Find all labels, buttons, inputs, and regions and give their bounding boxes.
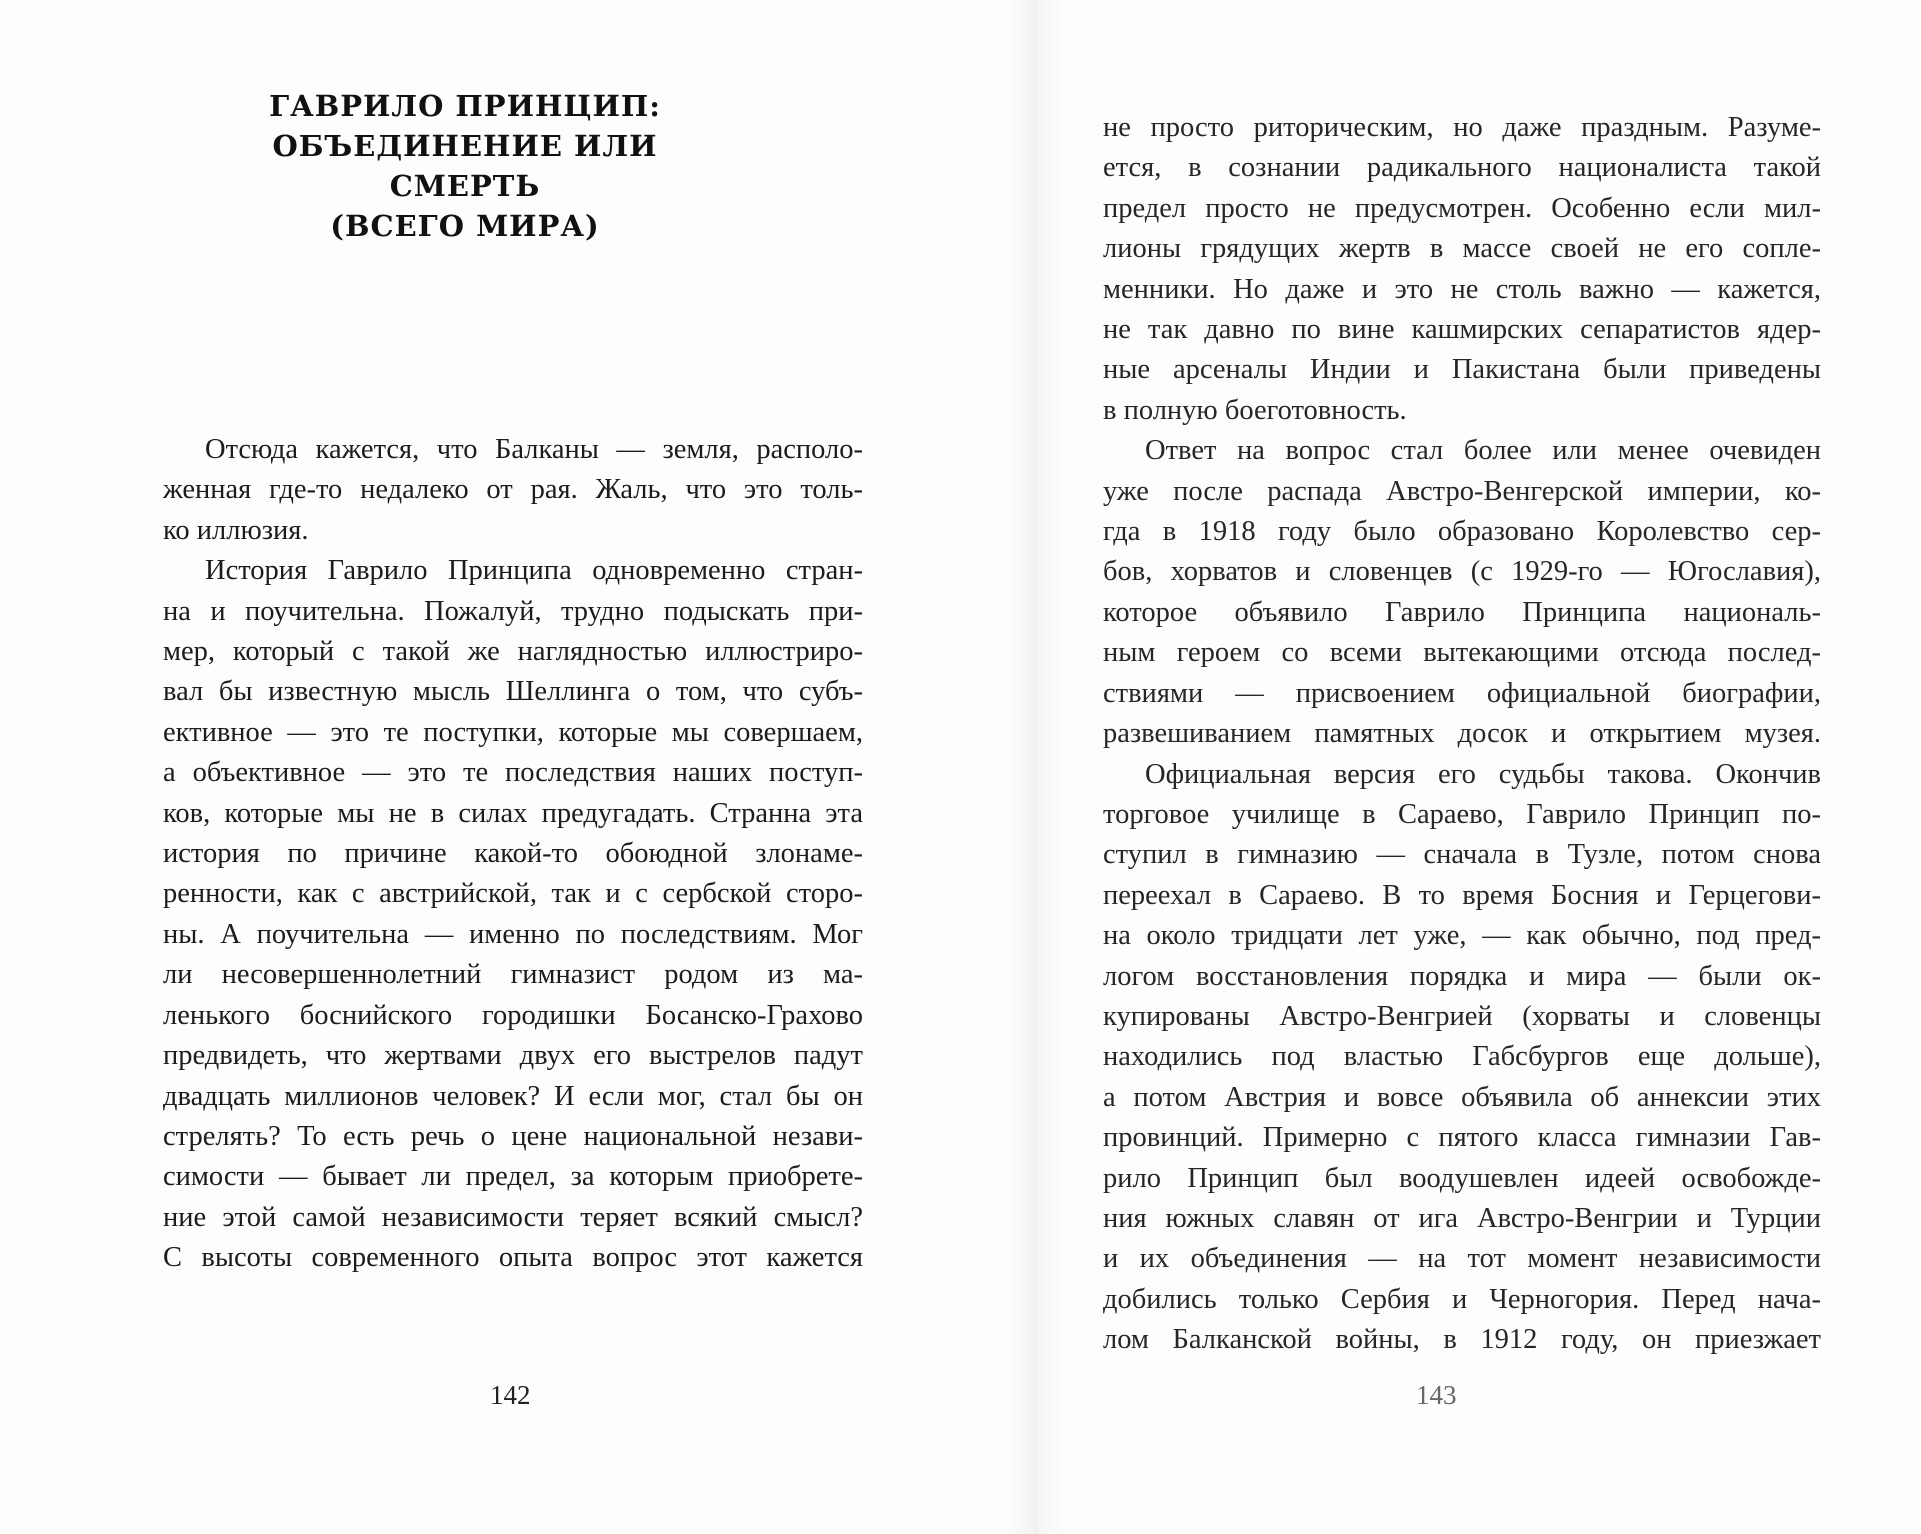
text-line: не так давно по вине кашмирских сепаратистов ядер- — [1103, 314, 1821, 346]
text-line: лионы грядущих жертв в массе своей не его сопле- — [1103, 233, 1821, 265]
text-line: ствиями — присвоением официальной биографии, — [1103, 677, 1821, 709]
text-line: развешиванием памятных досок и открытием музея. — [1103, 718, 1821, 750]
text-line: рило Принцип был воодушевлен идеей освобожде- — [1103, 1162, 1821, 1194]
text-line: предел просто не предусмотрен. Особенно если мил- — [1103, 192, 1821, 224]
text-line: ективное — это те поступки, которые мы совершаем, — [163, 716, 863, 748]
text-line: уже после распада Австро-Венгерской империи, ко- — [1103, 475, 1821, 507]
text-line: женная где-то недалеко от рая. Жаль, что это толь- — [163, 474, 863, 506]
text-line: провинций. Примерно с пятого класса гимназии Гав- — [1103, 1122, 1821, 1154]
text-line: ко иллюзия. — [163, 514, 309, 546]
right-page-text — [1103, 108, 1821, 1361]
text-line: ным героем со всеми вытекающими отсюда послед- — [1103, 637, 1821, 669]
text-line: предвидеть, что жертвами двух его выстрелов падут — [163, 1040, 863, 1072]
text-line: Отсюда кажется, что Балканы — земля, располо- — [205, 434, 863, 465]
text-line: симости — бывает ли предел, за которым приобрете- — [163, 1161, 863, 1193]
text-line: ленького боснийского городишки Босанско-Грахово — [163, 999, 863, 1031]
text-line: История Гаврило Принципа одновременно стран- — [205, 555, 863, 587]
title-line: ГАВРИЛО ПРИНЦИП: — [269, 89, 661, 123]
text-line: находились под властью Габсбургов еще дольше), — [1103, 1041, 1821, 1073]
page-number: 143 — [1416, 1380, 1457, 1410]
text-line: ны. А поучительна — именно по последствиям. Мог — [163, 918, 863, 950]
title-line: ОБЪЕДИНЕНИЕ ИЛИ СМЕРТЬ — [272, 129, 658, 203]
text-line: и их объединения — на тот момент независимости — [1103, 1243, 1821, 1275]
text-line: ния южных славян от ига Австро-Венгрии и Турции — [1103, 1202, 1821, 1234]
text-line: ступил в гимназию — сначала в Тузле, потом снова — [1103, 839, 1821, 871]
title-line: (ВСЕГО МИРА) — [330, 209, 600, 243]
left-page-text — [163, 430, 863, 1279]
text-line: лом Балканской войны, в 1912 году, он приезжает — [1103, 1324, 1821, 1356]
text-line: Официальная версия его судьбы такова. Окончив — [1145, 758, 1821, 790]
text-line: менники. Но даже и это не столь важно — кажется, — [1103, 273, 1821, 305]
text-line: на и поучительна. Пожалуй, трудно подыскать при- — [163, 595, 863, 627]
text-line: бов, хорватов и словенцев (с 1929-го — Югославия), — [1103, 556, 1821, 588]
text-line: торговое училище в Сараево, Гаврило Принцип по- — [1103, 798, 1821, 830]
text-line: ков, которые мы не в силах предугадать. Странна эта — [163, 797, 863, 829]
text-line: стрелять? То есть речь о цене национальной незави- — [163, 1120, 863, 1152]
text-line: логом восстановления порядка и мира — были ок- — [1103, 960, 1821, 992]
page-number: 142 — [490, 1380, 531, 1410]
text-line: которое объявило Гаврило Принципа националь- — [1103, 596, 1821, 628]
text-line: история по причине какой-то обоюдной злонаме- — [163, 838, 863, 870]
right-page — [1010, 0, 1921, 1534]
text-line: ные арсеналы Индии и Пакистана были приведены — [1103, 354, 1821, 386]
text-line: добились только Сербия и Черногория. Перед нача- — [1103, 1283, 1821, 1315]
text-line: купированы Австро-Венгрией (хорваты и словенцы — [1103, 1000, 1821, 1032]
text-line: а объективное — это те последствия наших поступ- — [163, 757, 863, 789]
text-line: а потом Австрия и вовсе объявила об аннексии этих — [1103, 1081, 1821, 1113]
text-line: в полную боеготовность. — [1103, 394, 1407, 426]
text-line: ние этой самой независимости теряет всякий смысл? — [163, 1201, 863, 1233]
text-line: на около тридцати лет уже, — как обычно, под пред- — [1103, 920, 1821, 952]
text-line: ли несовершеннолетний гимназист родом из ма- — [163, 959, 863, 991]
text-line: вал бы известную мысль Шеллинга о том, что субъ- — [163, 676, 863, 708]
text-line: гда в 1918 году было образовано Королевство сер- — [1103, 516, 1821, 548]
text-line: ренности, как с австрийской, так и с сербской сторо- — [163, 878, 863, 910]
text-line: двадцать миллионов человек? И если мог, стал бы он — [163, 1080, 863, 1112]
text-line: С высоты современного опыта вопрос этот кажется — [163, 1242, 863, 1274]
text-line: мер, который с такой же наглядностью иллюстриро- — [163, 636, 863, 668]
chapter-title — [220, 86, 710, 246]
text-line: ется, в сознании радикального националиста такой — [1103, 152, 1821, 184]
text-line: Ответ на вопрос стал более или менее очевиден — [1145, 435, 1821, 467]
text-line: не просто риторическим, но даже праздным. Разуме- — [1103, 112, 1821, 143]
text-line: переехал в Сараево. В то время Босния и Герцегови- — [1103, 879, 1821, 911]
